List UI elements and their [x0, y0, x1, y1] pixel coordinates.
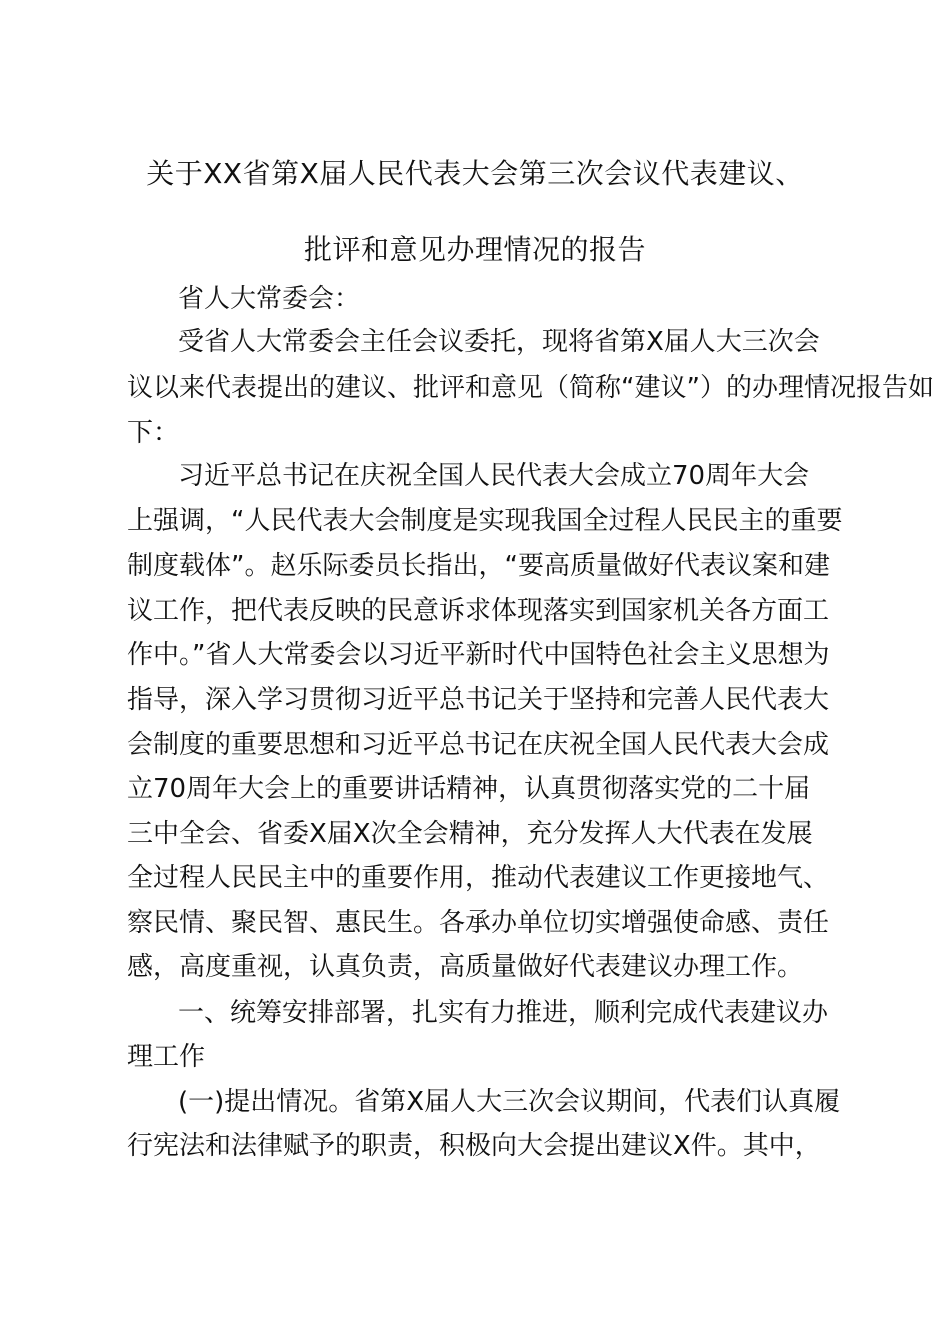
paragraph-line: 习近平总书记在庆祝全国人民代表大会成立70周年大会: [178, 461, 810, 491]
section-heading-line: 一、统筹安排部署，扎实有力推进，顺利完成代表建议办: [178, 998, 829, 1028]
paragraph-line: 下：: [127, 418, 180, 448]
section-heading-line: 理工作: [127, 1042, 206, 1072]
paragraph-line: 受省人大常委会主任会议委托，现将省第X届人大三次会: [178, 327, 820, 357]
paragraph-line: 制度载体”。赵乐际委员长指出，“要高质量做好代表议案和建: [127, 551, 830, 581]
report-title-line-1: 关于XX省第X届人民代表大会第三次会议代表建议、: [146, 157, 804, 190]
paragraph-line: 立70周年大会上的重要讲话精神，认真贯彻落实党的二十届: [127, 774, 811, 804]
paragraph-line: 三中全会、省委X届X次全会精神，充分发挥人大代表在发展: [127, 819, 813, 849]
paragraph-line: 察民情、聚民智、惠民生。各承办单位切实增强使命感、责任: [127, 908, 830, 938]
paragraph-line: 指导，深入学习贯彻习近平总书记关于坚持和完善人民代表大: [127, 685, 830, 715]
paragraph-line: 会制度的重要思想和习近平总书记在庆祝全国人民代表大会成: [127, 730, 830, 760]
paragraph-line: 感，高度重视，认真负责，高质量做好代表建议办理工作。: [127, 952, 804, 982]
report-title-line-2: 批评和意见办理情况的报告: [303, 233, 646, 266]
paragraph-line: 议以来代表提出的建议、批评和意见（简称“建议”）的办理情况报告如: [127, 373, 934, 403]
paragraph-line: (一)提出情况。省第X届人大三次会议期间，代表们认真履: [178, 1087, 841, 1117]
salutation: 省人大常委会：: [178, 284, 361, 314]
paragraph-line: 作中。”省人大常委会以习近平新时代中国特色社会主义思想为: [127, 640, 830, 670]
paragraph-line: 上强调，“人民代表大会制度是实现我国全过程人民民主的重要: [127, 506, 843, 536]
paragraph-line: 全过程人民民主中的重要作用，推动代表建议工作更接地气、: [127, 863, 830, 893]
paragraph-line: 议工作，把代表反映的民意诉求体现落实到国家机关各方面工: [127, 596, 830, 626]
paragraph-line: 行宪法和法律赋予的职责，积极向大会提出建议X件。其中，: [127, 1131, 821, 1161]
